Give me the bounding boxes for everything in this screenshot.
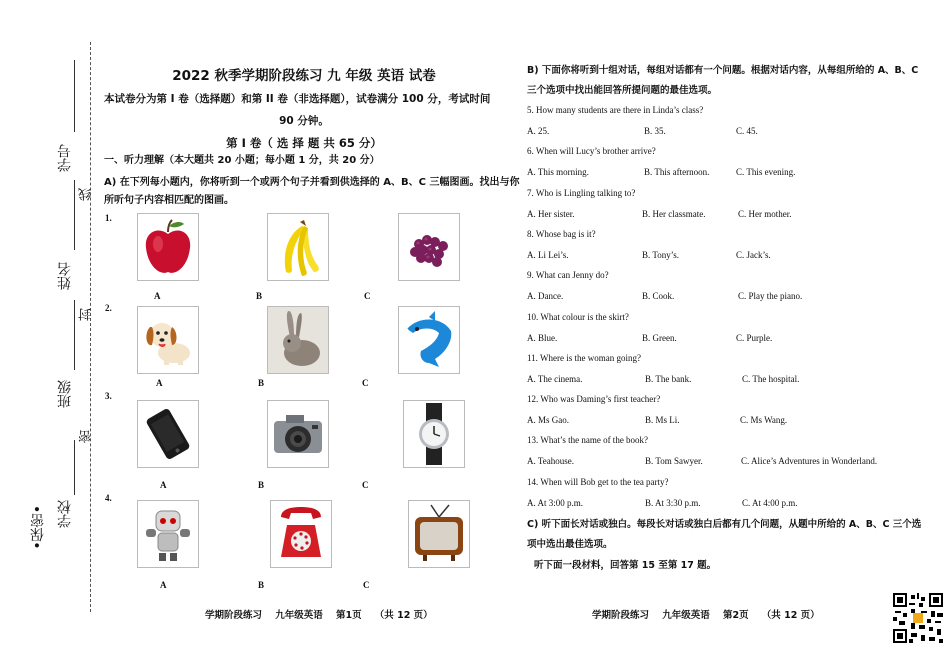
option-picture bbox=[403, 400, 465, 468]
telephone-icon bbox=[271, 501, 331, 567]
answer-option-a: A. Li Lei’s. bbox=[527, 249, 569, 260]
answer-option-b: B. Green. bbox=[642, 332, 677, 343]
answer-option-c: C. Purple. bbox=[736, 332, 773, 343]
answer-option-a: A. This morning. bbox=[527, 167, 589, 178]
question-text: 10. What colour is the skirt? bbox=[527, 311, 629, 322]
answer-option-b: B. This afternoon. bbox=[644, 167, 710, 178]
answer-option-a: A. Ms Gao. bbox=[527, 415, 569, 426]
apple-icon bbox=[138, 214, 198, 280]
answer-option-a: A. At 3:00 p.m. bbox=[527, 497, 584, 508]
answer-option-b: B. Her classmate. bbox=[642, 208, 706, 219]
dolphin-icon bbox=[399, 307, 459, 373]
binding-dashed-line bbox=[90, 42, 91, 612]
option-letter: C bbox=[363, 580, 370, 590]
question-text: 12. Who was Daming’s first teacher? bbox=[527, 394, 661, 405]
option-letter: A bbox=[160, 580, 167, 590]
answer-option-b: B. The bank. bbox=[645, 373, 692, 384]
option-picture bbox=[270, 500, 332, 568]
answer-option-a: A. Blue. bbox=[527, 332, 558, 343]
secret-label: •保密• bbox=[30, 505, 46, 550]
bananas-icon bbox=[268, 214, 328, 280]
option-picture bbox=[408, 500, 470, 568]
answer-option-c: C. Play the piano. bbox=[738, 291, 803, 302]
part-title: 第 I 卷（ 选 择 题 共 65 分） bbox=[226, 136, 382, 150]
watch-icon bbox=[404, 401, 464, 467]
answer-option-b: B. Tom Sawyer. bbox=[645, 456, 703, 467]
page-1-footer: 学期阶段练习 九年级英语 第1页 （共 12 页） bbox=[205, 610, 433, 621]
intro-line-1: 本试卷分为第 I 卷（选择题）和第 II 卷（非选择题），试卷满分 100 分，考试时间 bbox=[104, 93, 491, 105]
option-letter: B bbox=[258, 378, 265, 388]
question-number: 3. bbox=[105, 391, 112, 401]
cut-mark-mi: 密 bbox=[79, 430, 94, 443]
name-label: 姓名 bbox=[57, 262, 73, 290]
question-text: 5. How many students are there in Linda’s class? bbox=[527, 105, 704, 115]
question-text: 13. What’s the name of the book? bbox=[527, 435, 649, 446]
option-picture bbox=[267, 306, 329, 374]
option-letter: B bbox=[258, 480, 265, 490]
option-letter: A bbox=[156, 378, 163, 388]
phone-icon bbox=[138, 401, 198, 467]
answer-option-b: B. Ms Li. bbox=[645, 415, 680, 426]
grapes-icon bbox=[399, 214, 459, 280]
robot-icon bbox=[138, 501, 198, 567]
question-number: 4. bbox=[105, 493, 112, 503]
option-picture bbox=[267, 400, 329, 468]
question-text: 6. When will Lucy’s brother arrive? bbox=[527, 146, 656, 157]
option-letter: A bbox=[160, 480, 167, 490]
section-a-line-1: A) 在下列每小题内，你将听到一个或两个句子并看到供选择的 A、B、C 三幅图画。找出与你 bbox=[104, 177, 520, 188]
question-number: 1. bbox=[105, 213, 112, 223]
option-letter: A bbox=[154, 291, 161, 301]
school-field-line bbox=[74, 440, 75, 495]
exam-title: 2022 秋季学期阶段练习 九 年级 英语 试卷 bbox=[172, 68, 436, 84]
answer-option-a: A. Dance. bbox=[527, 291, 564, 302]
class-label: 班级 bbox=[57, 380, 73, 408]
section-b-line-1: B) 下面你将听到十组对话，每组对话都有一个问题。根据对话内容，从每组所给的 A、B、C bbox=[527, 65, 919, 76]
option-letter: C bbox=[362, 378, 369, 388]
dog-icon bbox=[138, 307, 198, 373]
answer-option-a: A. 25. bbox=[527, 126, 550, 136]
option-letter: B bbox=[256, 291, 263, 301]
intro-line-2: 90 分钟。 bbox=[279, 115, 329, 127]
answer-option-a: A. The cinema. bbox=[527, 373, 583, 384]
class-field-line bbox=[74, 300, 75, 370]
answer-option-b: B. Tony’s. bbox=[642, 249, 679, 260]
cut-mark-xian: 线 bbox=[79, 188, 94, 201]
answer-option-c: C. Ms Wang. bbox=[740, 415, 788, 426]
answer-option-c: C. Jack’s. bbox=[736, 249, 771, 260]
name-field-line bbox=[74, 180, 75, 250]
tv-icon bbox=[409, 501, 469, 567]
option-picture bbox=[267, 213, 329, 281]
question-text: 11. Where is the woman going? bbox=[527, 352, 641, 363]
answer-option-b: B. At 3:30 p.m. bbox=[645, 497, 701, 508]
cut-mark-feng: 封 bbox=[79, 308, 94, 321]
camera-icon bbox=[268, 401, 328, 467]
section-1-heading: 一、听力理解（本大题共 20 小题；每小题 1 分，共 20 分） bbox=[104, 155, 380, 166]
option-picture bbox=[398, 213, 460, 281]
option-letter: C bbox=[364, 291, 371, 301]
option-letter: C bbox=[362, 480, 369, 490]
option-picture bbox=[137, 500, 199, 568]
option-picture bbox=[137, 400, 199, 468]
section-c-line-2: 项中选出最佳选项。 bbox=[527, 539, 613, 550]
student-number-label: 学号 bbox=[57, 144, 73, 172]
option-letter: B bbox=[258, 580, 265, 590]
school-label: 学校 bbox=[57, 500, 73, 528]
answer-option-c: C. At 4:00 p.m. bbox=[742, 497, 798, 508]
answer-option-c: C. Alice’s Adventures in Wonderland. bbox=[741, 456, 878, 467]
section-c-line-3: 听下面一段材料，回答第 15 至第 17 题。 bbox=[534, 560, 717, 571]
section-c-line-1: C) 听下面长对话或独白。每段长对话或独白后都有几个问题，从题中所给的 A、B、C 三个选 bbox=[527, 519, 922, 530]
section-b-line-2: 三个选项中找出能回答所提问题的最佳选项。 bbox=[527, 85, 718, 96]
question-text: 8. Whose bag is it? bbox=[527, 228, 596, 239]
answer-option-c: C. 45. bbox=[736, 126, 758, 136]
option-picture bbox=[137, 306, 199, 374]
page-2-footer: 学期阶段练习 九年级英语 第2页 （共 12 页） bbox=[592, 610, 820, 621]
question-text: 14. When will Bob get to the tea party? bbox=[527, 476, 669, 487]
answer-option-b: B. Cook. bbox=[642, 291, 675, 302]
question-text: 7. Who is Lingling talking to? bbox=[527, 187, 636, 198]
option-picture bbox=[398, 306, 460, 374]
qr-code-icon bbox=[893, 593, 943, 643]
answer-option-c: C. The hospital. bbox=[742, 373, 800, 384]
answer-option-c: C. Her mother. bbox=[738, 208, 792, 219]
question-text: 9. What can Jenny do? bbox=[527, 270, 609, 281]
answer-option-a: A. Teahouse. bbox=[527, 456, 574, 467]
rabbit-icon bbox=[268, 307, 328, 373]
option-picture bbox=[137, 213, 199, 281]
answer-option-a: A. Her sister. bbox=[527, 208, 575, 219]
answer-option-b: B. 35. bbox=[644, 126, 666, 136]
section-a-line-2: 所听句子内容相匹配的图画。 bbox=[104, 195, 234, 206]
number-field-line bbox=[74, 60, 75, 132]
question-number: 2. bbox=[105, 303, 112, 313]
answer-option-c: C. This evening. bbox=[736, 167, 796, 178]
